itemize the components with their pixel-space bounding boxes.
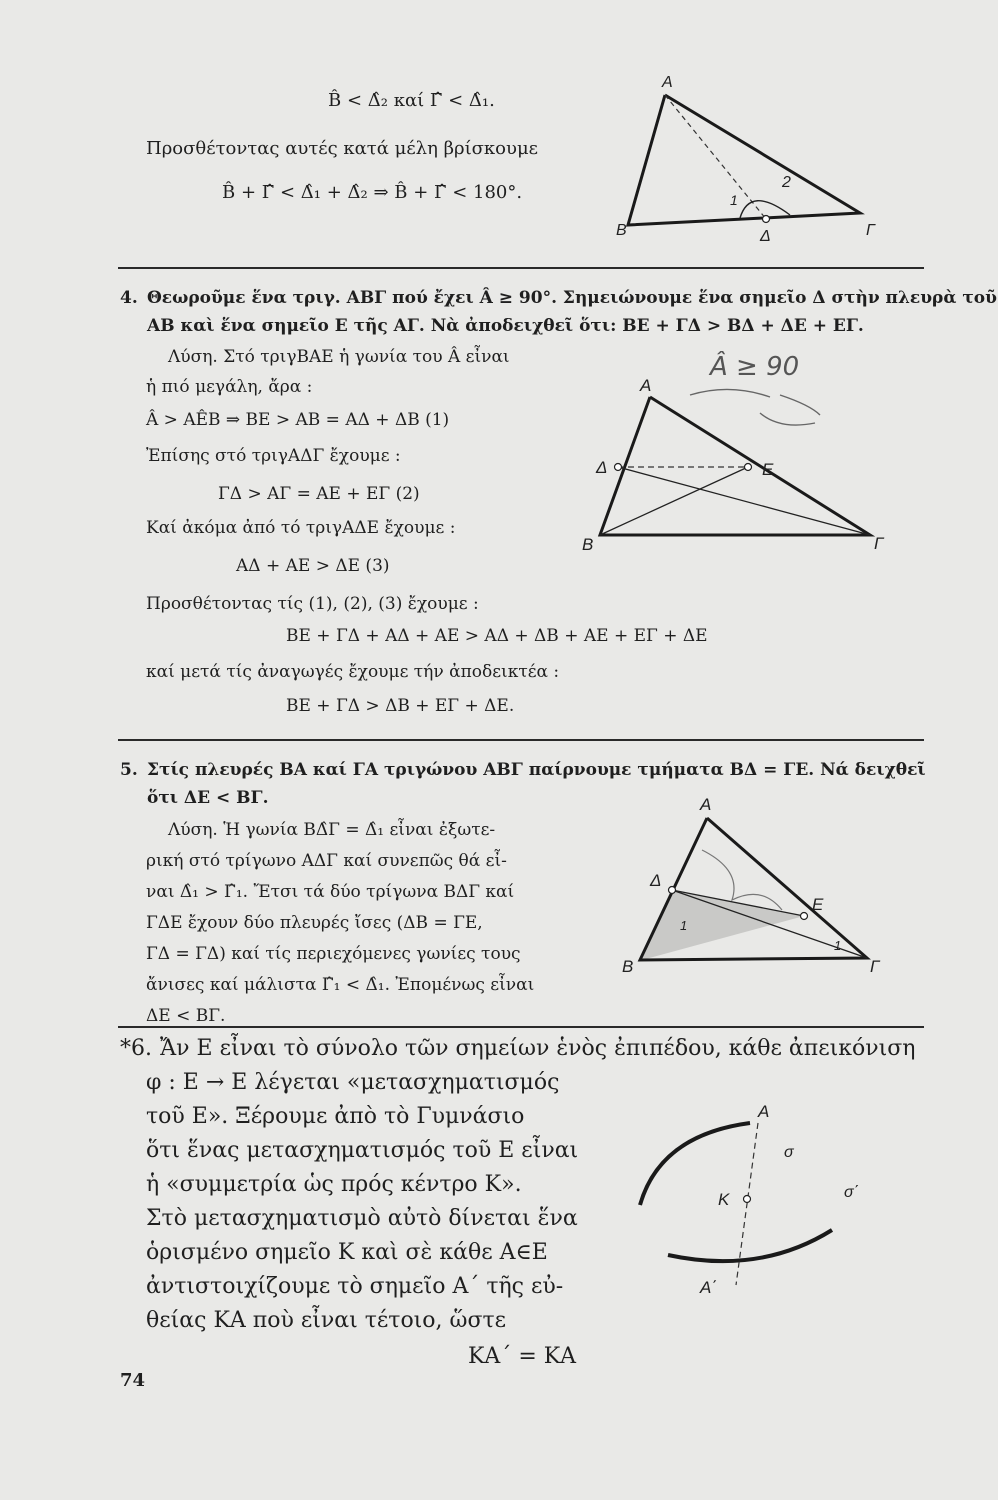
- divider: [118, 267, 924, 269]
- ex4-solution-line: Καί ἀκόμα ἀπό τό τριγΑΔΕ ἔχουμε :: [146, 518, 456, 538]
- fig3-label-1a: 1: [680, 918, 688, 933]
- fig2-label-e: E: [762, 460, 774, 479]
- figure-triangle-1: [590, 65, 910, 250]
- ex6-line: θείας ΚΑ ποὺ εἶναι τέτοιο, ὥστε: [146, 1308, 507, 1333]
- ex4-solution-line: Ἐπίσης στό τριγΑΔΓ ἔχουμε :: [146, 446, 401, 466]
- ex4-solution-line: Λύση. Στό τριγΒΑΕ ἡ γωνία του Â εἶναι: [168, 347, 510, 367]
- fig1-label-b: B: [616, 222, 627, 239]
- ex4-equation-1: Â > ΑÊΒ ⇒ ΒΕ > ΑΒ = ΑΔ + ΔΒ (1): [146, 410, 450, 430]
- ex4-equation-5: ΒΕ + ΓΔ > ΔΒ + ΕΓ + ΔΕ.: [286, 696, 515, 716]
- ex4-solution-line: ἡ πιό μεγάλη, ἄρα :: [146, 377, 313, 397]
- ex6-formula: ΚΑ΄ = ΚΑ: [468, 1344, 577, 1369]
- ex5-statement-1: Στίς πλευρές ΒΑ καί ΓΑ τριγώνου ΑΒΓ παίρνουμε τμήματα ΒΔ = ΓΕ. Νά δειχθεῖ: [147, 760, 926, 780]
- fig2-label-a: A: [640, 376, 652, 395]
- ex4-solution-line: καί μετά τίς ἀναγωγές ἔχουμε τήν ἀποδεικτέα :: [146, 662, 560, 682]
- fig4-label-a: A: [758, 1102, 770, 1121]
- inequality-line-1: B̂ < Δ̂₂ καί Γ̂ < Δ̂₁.: [328, 90, 495, 111]
- fig1-label-a: A: [662, 74, 673, 91]
- fig3-label-g: Γ: [870, 957, 880, 976]
- ex5-solution-line: ναι Δ̂₁ > Γ̂₁. Ἔτσι τά δύο τρίγωνα ΒΔΓ καί: [146, 882, 515, 902]
- fig4-label-sigma: σ: [784, 1144, 794, 1161]
- figure-triangle-2: [580, 335, 900, 560]
- ex4-equation-4: ΒΕ + ΓΔ + ΑΔ + ΑΕ > ΑΔ + ΔΒ + ΑΕ + ΕΓ + ΔΕ: [286, 626, 708, 646]
- ex5-number: 5.: [120, 760, 138, 780]
- ex6-line: Ἄν Ε εἶναι τὸ σύνολο τῶν σημείων ἑνὸς ἐπιπέδου, κάθε ἀπεικόνιση: [160, 1036, 916, 1061]
- fig4-label-k: K: [718, 1190, 730, 1209]
- fig4-label-a-prime: A΄: [700, 1278, 717, 1297]
- ex6-line: φ : Ε → Ε λέγεται «μετασχηματισμός: [146, 1070, 560, 1095]
- ex5-solution-line: ἄνισες καί μάλιστα Γ̂₁ < Δ̂₁. Ἐπομένως εἶναι: [146, 975, 535, 995]
- ex5-statement-2: ὅτι ΔΕ < ΒΓ.: [147, 788, 269, 808]
- fig3-label-1b: 1: [834, 938, 842, 953]
- fig1-label-g: Γ: [866, 222, 876, 239]
- ex6-line: τοῦ Ε». Ξέρουμε ἀπὸ τὸ Γυμνάσιο: [146, 1104, 525, 1129]
- fig3-label-b: B: [622, 957, 634, 976]
- ex6-line: ἡ «συμμετρία ὡς πρός κέντρο Κ».: [146, 1172, 522, 1197]
- ex4-statement-1: Θεωροῦμε ἕνα τριγ. ΑΒΓ πού ἔχει Â ≥ 90°. Σημειώνουμε ἕνα σημεῖο Δ στὴν πλευρὰ τοῦ: [147, 288, 997, 308]
- ex4-equation-3: ΑΔ + ΑΕ > ΔΕ (3): [236, 556, 390, 576]
- fig2-label-g: Γ: [874, 534, 884, 553]
- fig1-label-1: 1: [730, 192, 738, 208]
- ex5-solution-line: Λύση. Ἡ γωνία ΒΔ̂Γ = Δ̂₁ εἶναι ἐξωτε-: [168, 820, 496, 840]
- handwritten-note: Â ≥ 90: [710, 352, 800, 382]
- fig3-label-d: Δ: [650, 871, 662, 890]
- divider: [118, 739, 924, 741]
- figure-central-symmetry: [600, 1095, 890, 1305]
- ex4-solution-line: Προσθέτοντας τίς (1), (2), (3) ἔχουμε :: [146, 594, 479, 614]
- ex6-number: *6.: [120, 1036, 152, 1061]
- ex4-statement-2: ΑΒ καὶ ἕνα σημεῖο Ε τῆς ΑΓ. Νὰ ἀποδειχθεῖ ὅτι: ΒΕ + ΓΔ > ΒΔ + ΔΕ + ΕΓ.: [147, 316, 864, 336]
- fig2-label-d: Δ: [596, 458, 608, 477]
- fig3-label-a: A: [700, 795, 712, 814]
- text-line: Προσθέτοντας αυτές κατά μέλη βρίσκουμε: [146, 138, 538, 159]
- ex5-solution-line: ρική στό τρίγωνο ΑΔΓ καί συνεπῶς θά εἶ-: [146, 851, 507, 871]
- fig1-label-d: Δ: [760, 228, 771, 245]
- ex5-solution-line: ΓΔ = ΓΔ) καί τίς περιεχόμενες γωνίες τους: [146, 944, 521, 964]
- fig2-label-b: B: [582, 535, 594, 554]
- ex6-line: ἀντιστοιχίζουμε τὸ σημεῖο Α΄ τῆς εὐ-: [146, 1274, 564, 1299]
- figure-triangle-3: [612, 790, 902, 990]
- ex5-solution-line: ΓΔΕ ἔχουν δύο πλευρές ἴσες (ΔΒ = ΓΕ,: [146, 913, 483, 933]
- divider: [118, 1026, 924, 1028]
- ex6-line: ὁρισμένο σημεῖο Κ καὶ σὲ κάθε Α∈Ε: [146, 1240, 548, 1265]
- ex6-line: Στὸ μετασχηματισμὸ αὐτὸ δίνεται ἕνα: [146, 1206, 578, 1231]
- fig4-label-sigma-prime: σ΄: [844, 1184, 859, 1201]
- ex4-equation-2: ΓΔ > ΑΓ = ΑΕ + ΕΓ (2): [218, 484, 420, 504]
- page-number: 74: [120, 1370, 146, 1391]
- ex6-line: ὅτι ἕνας μετασχηματισμός τοῦ Ε εἶναι: [146, 1138, 579, 1163]
- ex4-number: 4.: [120, 288, 138, 308]
- inequality-line-2: B̂ + Γ̂ < Δ̂₁ + Δ̂₂ ⇒ B̂ + Γ̂ < 180°.: [222, 182, 523, 203]
- ex5-solution-line: ΔΕ < ΒΓ.: [146, 1006, 226, 1026]
- fig1-label-2: 2: [782, 174, 791, 191]
- fig3-label-e: E: [812, 895, 824, 914]
